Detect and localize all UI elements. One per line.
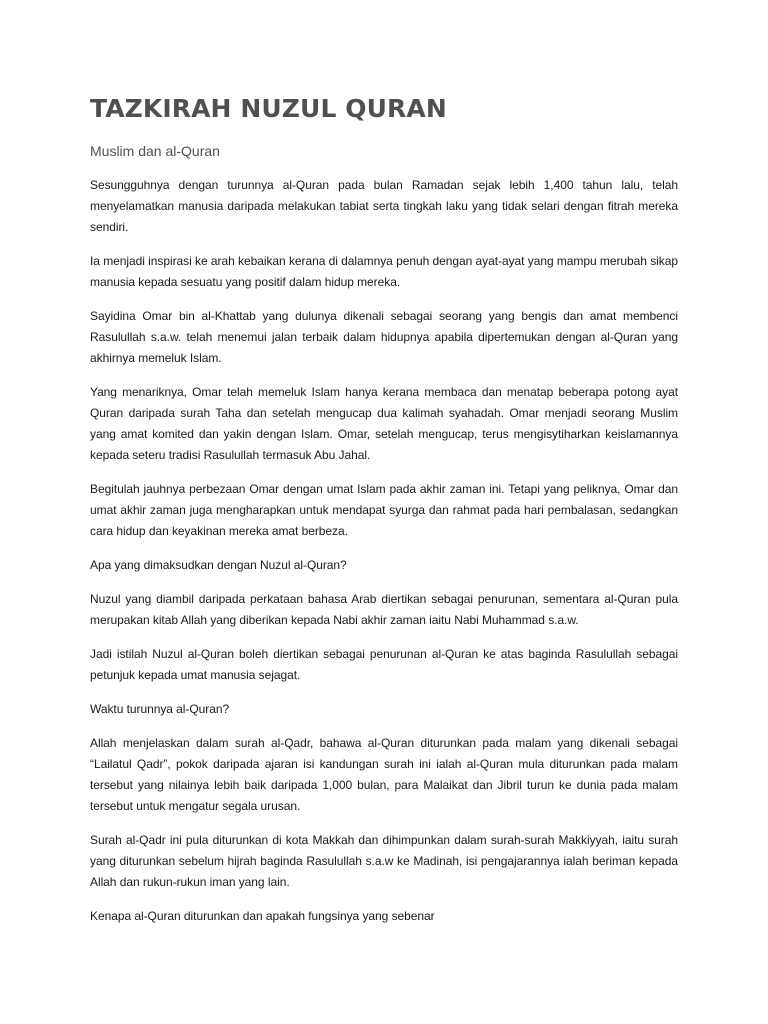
document-title: TAZKIRAH NUZUL QURAN	[90, 94, 447, 123]
question-heading-1: Apa yang dimaksudkan dengan Nuzul al-Quran?	[90, 558, 347, 573]
paragraph-4: Yang menariknya, Omar telah memeluk Islam hanya kerana membaca dan menatap beberapa potong ayat Quran daripada surah Taha dan setelah mengucap dua kalimah syahadah. Omar menjadi seorang Muslim yang amat komited dan yakin dengan Islam. Omar, setelah mengucap, terus mengisytiharkan keislamannya kepada seteru tradisi Rasulullah termasuk Abu Jahal.	[90, 385, 678, 463]
paragraph-8: Allah menjelaskan dalam surah al-Qadr, bahawa al-Quran diturunkan pada malam yang dikenali sebagai “Lailatul Qadr”, pokok daripada ajaran isi kandungan surah ini ialah al-Quran mula diturunkan pada malam tersebut yang nilainya lebih baik daripada 1,000 bulan, para Malaikat dan Jibril turun ke dunia pada malam tersebut untuk mengatur segala urusan.	[90, 736, 678, 814]
paragraph-3: Sayidina Omar bin al-Khattab yang dulunya dikenali sebagai seorang yang bengis dan amat membenci Rasulullah s.a.w. telah menemui jalan terbaik dalam hidupnya apabila dipertemukan dengan al-Quran yang akhirnya memeluk Islam.	[90, 309, 678, 366]
paragraph-9: Surah al-Qadr ini pula diturunkan di kota Makkah dan dihimpunkan dalam surah-surah Makkiyyah, iaitu surah yang diturunkan sebelum hijrah baginda Rasulullah s.a.w ke Madinah, isi pengajarannya ialah beriman kepada Allah dan rukun-rukun iman yang lain.	[90, 833, 678, 890]
paragraph-7: Jadi istilah Nuzul al-Quran boleh diertikan sebagai penurunan al-Quran ke atas baginda Rasulullah sebagai petunjuk kepada umat manusia sejagat.	[90, 647, 678, 683]
paragraph-5: Begitulah jauhnya perbezaan Omar dengan umat Islam pada akhir zaman ini. Tetapi yang peliknya, Omar dan umat akhir zaman juga mengharapkan untuk mendapat syurga dan rahmat pada hari pembalasan, sedangkan cara hidup dan keyakinan mereka amat berbeza.	[90, 482, 678, 539]
paragraph-6: Nuzul yang diambil daripada perkataan bahasa Arab diertikan sebagai penurunan, sementara al-Quran pula merupakan kitab Allah yang diberikan kepada Nabi akhir zaman iaitu Nabi Muhammad s.a.w.	[90, 592, 678, 628]
paragraph-2: Ia menjadi inspirasi ke arah kebaikan kerana di dalamnya penuh dengan ayat-ayat yang mampu merubah sikap manusia kepada sesuatu yang positif dalam hidup mereka.	[90, 254, 678, 290]
paragraph-1: Sesungguhnya dengan turunnya al-Quran pada bulan Ramadan sejak lebih 1,400 tahun lalu, telah menyelamatkan manusia daripada melakukan tabiat serta tingkah laku yang tidak selari dengan fitrah mereka sendiri.	[90, 178, 678, 235]
document-subtitle: Muslim dan al-Quran	[90, 143, 220, 159]
question-heading-2: Waktu turunnya al-Quran?	[90, 702, 230, 717]
question-heading-3: Kenapa al-Quran diturunkan dan apakah fungsinya yang sebenar	[90, 909, 435, 924]
